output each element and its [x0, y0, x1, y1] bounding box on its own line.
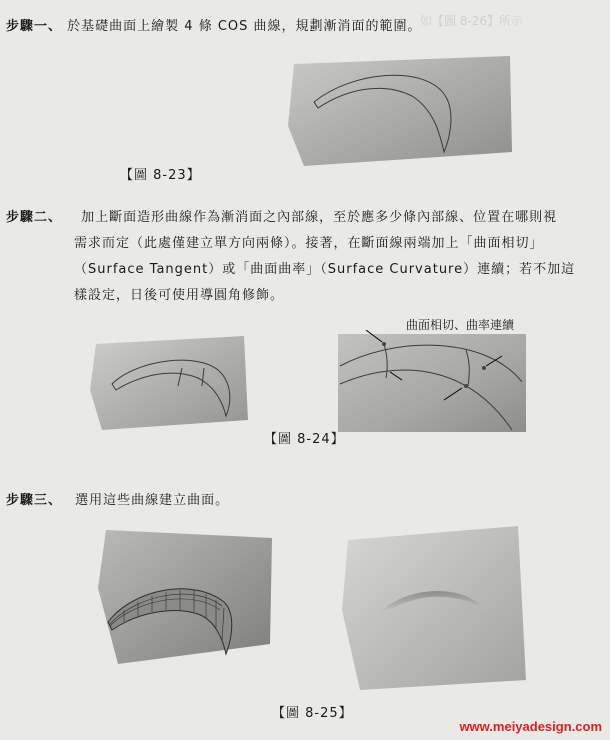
step3-label: 步驟三、	[6, 493, 63, 508]
step3-text: 選用這些曲線建立曲面。	[75, 493, 230, 508]
continuity-point	[382, 342, 386, 346]
figure-8-23	[284, 48, 516, 170]
step2-text-line3: （Surface Tangent）或「曲面曲率」（Surface Curvature）連續；若不加這	[74, 262, 576, 277]
continuity-point	[464, 384, 468, 388]
step1-paragraph	[6, 14, 422, 40]
base-surface	[288, 56, 512, 166]
figure-8-25-right	[340, 520, 530, 692]
continuity-point	[482, 366, 486, 370]
watermark-url: www.meiyadesign.com	[459, 719, 602, 734]
step2-label: 步驟二、	[6, 210, 63, 225]
step1-label: 步驟一、	[6, 19, 63, 34]
figure-8-25-left	[94, 518, 276, 668]
continuity-callout: 曲面相切、曲率連續	[406, 318, 515, 332]
step2-text-line2: 需求而定（此處僅建立單方向兩條）。接著，在斷面線兩端加上「曲面相切」	[74, 236, 544, 251]
base-surface	[342, 526, 526, 690]
step2-text-line1: 加上斷面造形曲線作為漸消面之內部線，至於應多少條內部線、位置在哪則視	[81, 210, 558, 225]
figure-8-25-caption: 【圖 8-25】	[272, 706, 353, 721]
figure-8-24-right	[336, 330, 528, 434]
step1-text: 於基礎曲面上繪製 4 條 COS 曲線，規劃漸消面的範圍。	[67, 19, 422, 34]
figure-8-24-caption: 【圖 8-24】	[264, 432, 345, 447]
detail-surface	[338, 334, 526, 432]
bleed-through-text: 如【圖 8-26】所示	[420, 14, 524, 28]
figure-8-24-left	[86, 330, 252, 432]
step3-paragraph	[6, 488, 229, 514]
step2-text-line4: 樣設定，日後可使用導圓角修飾。	[74, 288, 285, 303]
step2-line1	[6, 205, 557, 231]
figure-8-23-caption: 【圖 8-23】	[120, 168, 201, 183]
